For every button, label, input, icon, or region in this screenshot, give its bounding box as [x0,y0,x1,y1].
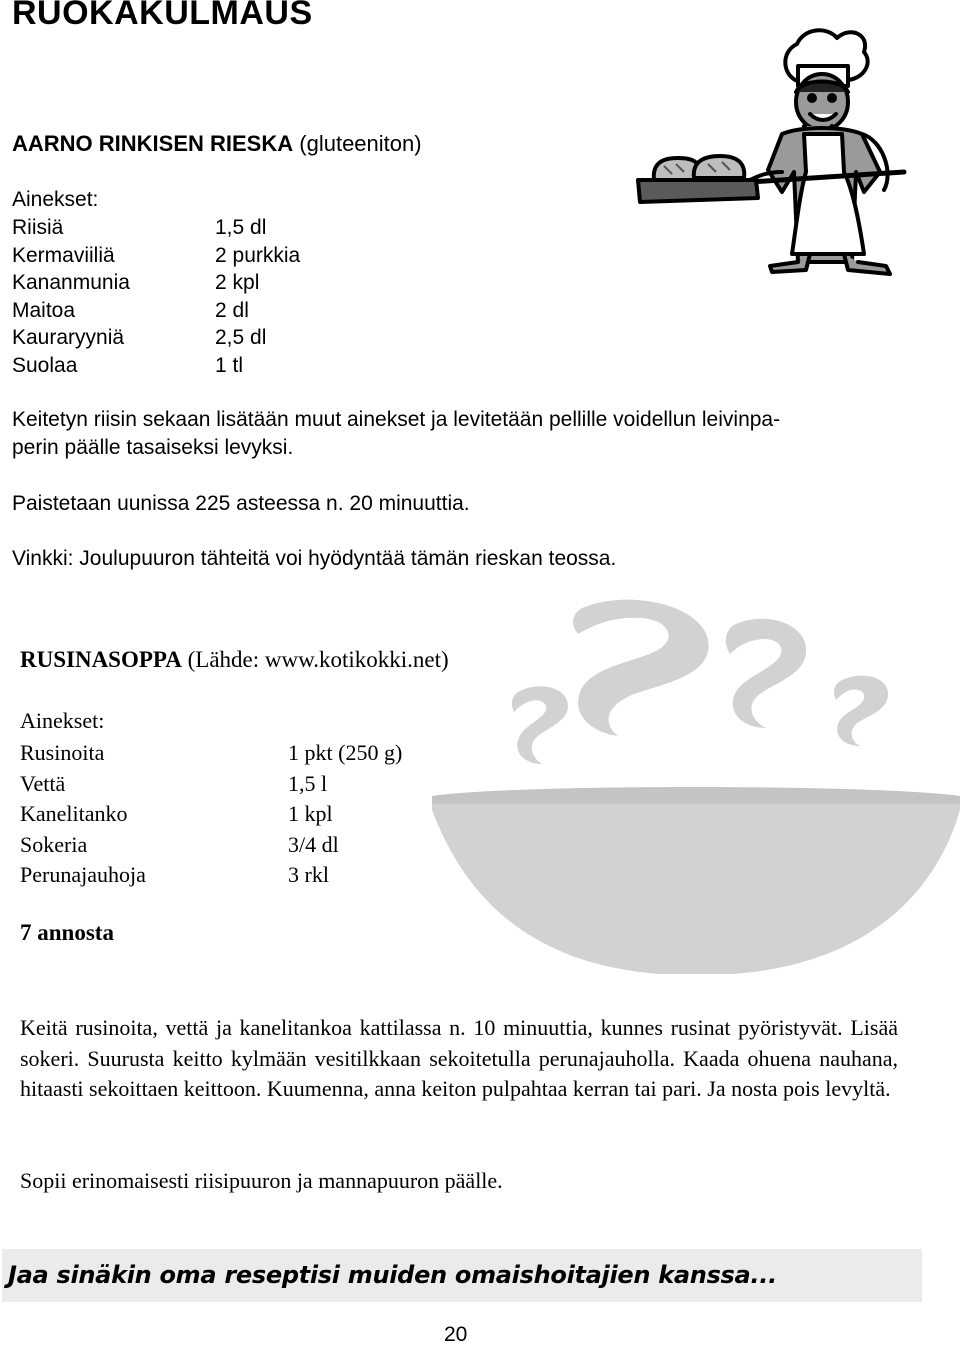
ingredient-name: Maitoa [12,298,76,322]
ingredient-row [20,860,402,891]
recipe1-title [12,131,422,157]
ingredient-amount: 3/4 dl [288,831,339,857]
ingredient-row [12,242,300,270]
recipe1-instruction-line1: Keitetyn riisin sekaan lisätään muut ainekset ja levitetään pellille voidellun leivinpa- [12,408,781,431]
ingredient-amount: 2 dl [215,298,249,322]
recipe1-instructions [12,406,912,462]
ingredient-row [20,799,402,830]
ingredient-amount: 3 rkl [288,862,329,888]
soup-bowl-illustration [432,596,960,978]
ingredient-name: Kauraryyniä [12,326,125,350]
page-title: RUOKAKULMAUS [12,0,313,32]
page-number: 20 [444,1323,468,1346]
recipe2-ingredients-heading: Ainekset: [20,708,105,733]
chef-illustration [632,22,912,282]
ingredient-name: Riisiä [12,216,64,239]
recipe2-title-bold: RUSINASOPPA [20,647,182,672]
recipe2-tip: Sopii erinomaisesti riisipuuron ja mannapuuron päälle. [20,1168,503,1193]
ingredient-row [20,769,402,800]
ingredient-name: Suolaa [12,353,78,377]
recipe2-title [20,647,449,673]
ingredient-row [12,269,300,297]
ingredient-row [20,830,402,861]
ingredient-amount: 1,5 l [288,770,328,796]
ingredient-name: Kananmunia [12,271,130,295]
ingredient-row [12,324,300,352]
recipe1-baking: Paistetaan uunissa 225 asteessa n. 20 minuuttia. [12,492,470,515]
ingredient-name: Kanelitanko [20,801,128,827]
recipe2-title-note: (Lähde: www.kotikokki.net) [187,647,449,672]
ingredient-row [12,352,300,380]
ingredient-name: Perunajauhoja [20,862,146,888]
ingredient-amount: 1 pkt (250 g) [288,740,403,765]
recipe2-ingredient-list [20,738,402,891]
recipe1-ingredient-list [12,214,300,380]
ingredient-name: Vettä [20,770,66,796]
ingredient-amount: 1 kpl [288,801,333,827]
ingredient-name: Kermaviiliä [12,243,115,267]
share-banner-text: Jaa sinäkin oma reseptisi muiden omaishoitajien kanssa... [8,1261,777,1289]
ingredient-amount: 1,5 dl [215,216,267,239]
ingredient-amount: 1 tl [215,353,244,377]
recipe1-instruction-line2: perin päälle tasaiseksi levyksi. [12,436,294,459]
recipe2-servings: 7 annosta [20,920,114,945]
recipe2-instructions: Keitä rusinoita, vettä ja kanelitankoa kattilassa n. 10 minuuttia, kunnes rusinat pyöristyvät. Lisää sokeri. Suurusta keitto kylmään vesitilkkaan sekoitetulla perunajauholla. Kaada ohuena nauhana, hitaasti sekoittaen keittoon. Kuumenna, anna keiton pulpahtaa kerran tai pari. Ja nosta pois levyltä. [20,1015,898,1102]
recipe1-ingredients-heading: Ainekset: [12,188,99,211]
recipe1-title-note: (gluteeniton) [299,131,422,156]
ingredient-name: Rusinoita [20,740,105,765]
ingredient-name: Sokeria [20,831,88,857]
recipe1-title-bold: AARNO RINKISEN RIESKA [12,131,294,156]
recipe1-tip: Vinkki: Joulupuuron tähteitä voi hyödyntää tämän rieskan teossa. [12,547,617,570]
ingredient-row [12,214,300,242]
ingredient-row [20,738,402,769]
ingredient-amount: 2 purkkia [215,243,301,267]
ingredient-amount: 2,5 dl [215,326,267,350]
ingredient-row [12,297,300,325]
ingredient-amount: 2 kpl [215,271,260,295]
